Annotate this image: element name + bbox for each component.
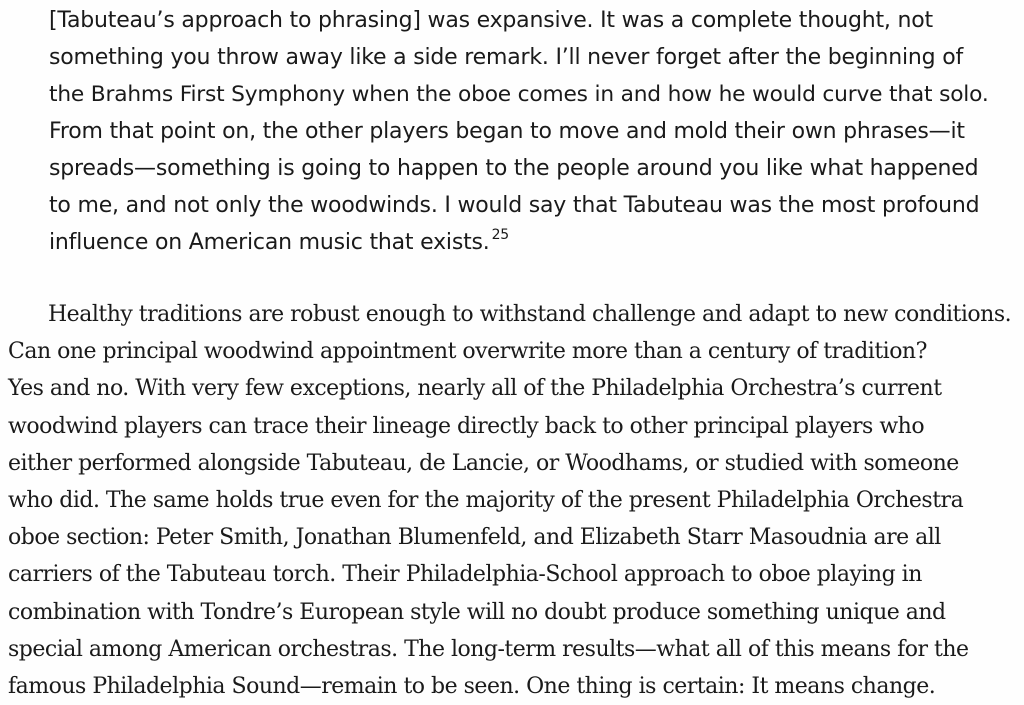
footnote-marker[interactable]: 25 [491, 227, 509, 243]
paragraph-line: combination with Tondre’s European style will no doubt produce something unique and [8, 599, 946, 625]
paragraph-line: special among American orchestras. The long-term results—what all of this means for the [8, 636, 969, 662]
quote-line: influence on American music that exists. [49, 230, 490, 255]
paragraph-line: either performed alongside Tabuteau, de Lancie, or Woodhams, or studied with someone [8, 450, 959, 476]
quote-line: spreads—something is going to happen to the people around you like what happened [49, 156, 979, 181]
quote-line: to me, and not only the woodwinds. I would say that Tabuteau was the most profound [49, 193, 980, 218]
quote-last-line [49, 224, 989, 261]
quote-line: the Brahms First Symphony when the oboe comes in and how he would curve that solo. [49, 82, 989, 107]
block-quote [49, 2, 989, 261]
quote-line: From that point on, the other players began to move and mold their own phrases—it [49, 119, 965, 144]
paragraph-line: woodwind players can trace their lineage directly back to other principal players who [8, 413, 925, 439]
paragraph-line: Healthy traditions are robust enough to withstand challenge and adapt to new conditions. [48, 302, 1012, 327]
paragraph-line: oboe section: Peter Smith, Jonathan Blumenfeld, and Elizabeth Starr Masoudnia are all [8, 525, 941, 551]
paragraph-line: Yes and no. With very few exceptions, nearly all of the Philadelphia Orchestra’s current [8, 376, 942, 402]
paragraph-line: carriers of the Tabuteau torch. Their Philadelphia-School approach to oboe playing in [8, 562, 922, 588]
quote-line: [Tabuteau’s approach to phrasing] was expansive. It was a complete thought, not [49, 8, 933, 33]
body-paragraph [8, 296, 1022, 705]
paragraph-line: who did. The same holds true even for the majority of the present Philadelphia Orchestra [8, 488, 964, 514]
paragraph-line: Can one principal woodwind appointment overwrite more than a century of tradition? [8, 339, 927, 365]
quote-line: something you throw away like a side remark. I’ll never forget after the beginning of [49, 45, 964, 70]
paragraph-line: famous Philadelphia Sound—remain to be seen. One thing is certain: It means change. [8, 674, 936, 700]
